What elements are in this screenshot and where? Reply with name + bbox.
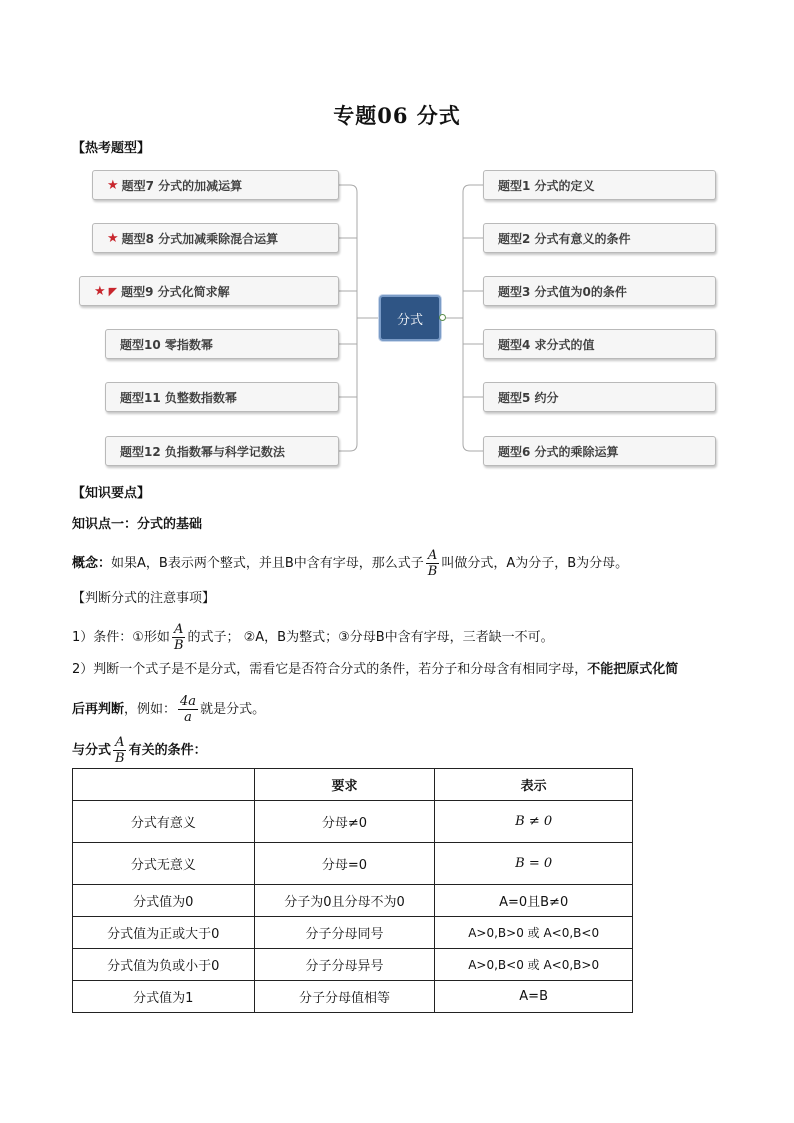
center-node[interactable]: 分式 xyxy=(379,295,441,341)
topic-label: 题型8 分式加减乘除混合运算 xyxy=(121,231,279,246)
topic-label: 题型2 分式有意义的条件 xyxy=(498,231,631,246)
fraction-a-over-b: $\frac{A}{B}$ xyxy=(173,622,184,653)
topic-node-4[interactable] xyxy=(483,329,716,359)
topic-node-1[interactable] xyxy=(483,170,716,200)
section-knowledge: 【知识要点】 xyxy=(72,486,151,501)
header-cell: 表示 xyxy=(435,769,633,801)
topic-label: 题型7 分式的加减运算 xyxy=(121,178,243,193)
mind-map xyxy=(0,0,794,480)
table-cell: 分式有意义 xyxy=(73,801,255,843)
topic-node-10[interactable] xyxy=(105,329,339,359)
topic-label: 题型12 负指数幂与科学记数法 xyxy=(120,444,285,459)
topic-node-11[interactable] xyxy=(105,382,339,412)
knowledge-point-1: 知识点一：分式的基础 xyxy=(72,517,203,532)
topic-node-12[interactable] xyxy=(105,436,339,466)
table-cell: 分式值为0 xyxy=(73,885,255,917)
table-cell: 分母≠0 xyxy=(254,801,435,843)
note-2-line-2: 后再判断，例如： $\frac{4a}{a}$ 就是分式。 xyxy=(72,694,266,725)
topic-label: 题型3 分式值为0的条件 xyxy=(498,284,627,299)
topic-label: 题型11 负整数指数幂 xyxy=(120,390,237,405)
section-hot-types: 【热考题型】 xyxy=(72,141,151,156)
table-header-row xyxy=(73,769,633,801)
table-row xyxy=(73,843,633,885)
section-judge: 【判断分式的注意事项】 xyxy=(72,591,216,606)
table-cell: B = 0 xyxy=(435,843,633,885)
topic-label: 题型1 分式的定义 xyxy=(498,178,595,193)
topic-node-9[interactable] xyxy=(79,276,339,306)
star-icon: ★ xyxy=(107,230,119,246)
concept-label: 概念： xyxy=(72,556,112,571)
star-icon: ★ xyxy=(107,177,119,193)
topic-node-5[interactable] xyxy=(483,382,716,412)
topic-node-3[interactable] xyxy=(483,276,716,306)
concept-line xyxy=(72,548,628,579)
topic-label: 题型4 求分式的值 xyxy=(498,337,595,352)
table-cell: 分式值为负或小于0 xyxy=(73,949,255,981)
topic-label: 题型10 零指数幂 xyxy=(120,337,213,352)
table-row xyxy=(73,917,633,949)
table-row xyxy=(73,885,633,917)
table-cell: A>0,B<0 或 A<0,B>0 xyxy=(435,949,633,981)
topic-label: 题型5 约分 xyxy=(498,390,559,405)
fraction-4a-over-a: $\frac{4a}{a}$ xyxy=(180,694,197,725)
header-cell xyxy=(73,769,255,801)
topic-node-2[interactable] xyxy=(483,223,716,253)
star-icon: ★ xyxy=(94,283,106,299)
fraction-a-over-b: $\frac{A}{B}$ xyxy=(115,735,125,766)
topic-node-8[interactable] xyxy=(92,223,339,253)
concept-text-a: 如果A，B表示两个整式，并且B中含有字母，那么式子 xyxy=(111,556,424,571)
table-cell: 分式值为1 xyxy=(73,981,255,1013)
topic-node-7[interactable] xyxy=(92,170,339,200)
table-row xyxy=(73,981,633,1013)
table-cell: A=B xyxy=(435,981,633,1013)
note-2-line-1: 2）判断一个式子是不是分式，需看它是否符合分式的条件，若分子和分母含有相同字母，不能把原式化简 xyxy=(72,662,679,677)
table-row xyxy=(73,801,633,843)
conditions-intro: 与分式 $\frac{A}{B}$ 有关的条件： xyxy=(72,735,207,766)
table-row xyxy=(73,949,633,981)
table-cell: A>0,B>0 或 A<0,B<0 xyxy=(435,917,633,949)
table-cell: 分式值为正或大于0 xyxy=(73,917,255,949)
fraction-a-over-b: $\frac{A}{B}$ xyxy=(427,548,438,579)
table-cell: 分子为0且分母不为0 xyxy=(254,885,435,917)
note-1: 1）条件：①形如 $\frac{A}{B}$ 的式子； ②A，B为整式；③分母B中含有字母，三者缺一不可。 xyxy=(72,622,554,653)
concept-text-b: 叫做分式，A为分子，B为分母。 xyxy=(441,556,629,571)
table-cell: A=0且B≠0 xyxy=(435,885,633,917)
table-cell: 分子分母异号 xyxy=(254,949,435,981)
collapse-toggle[interactable] xyxy=(439,314,446,321)
table-cell: 分子分母值相等 xyxy=(254,981,435,1013)
table-cell: 分式无意义 xyxy=(73,843,255,885)
table-cell: B ≠ 0 xyxy=(435,801,633,843)
topic-label: 题型6 分式的乘除运算 xyxy=(498,444,619,459)
page-title: 专题06 分式 xyxy=(333,103,461,128)
table-cell: 分子分母同号 xyxy=(254,917,435,949)
topic-node-6[interactable] xyxy=(483,436,716,466)
flag-icon: ◤ xyxy=(108,284,118,298)
table-cell: 分母=0 xyxy=(254,843,435,885)
topic-label: 题型9 分式化简求解 xyxy=(121,284,230,299)
header-cell: 要求 xyxy=(254,769,435,801)
conditions-table xyxy=(72,768,633,1013)
